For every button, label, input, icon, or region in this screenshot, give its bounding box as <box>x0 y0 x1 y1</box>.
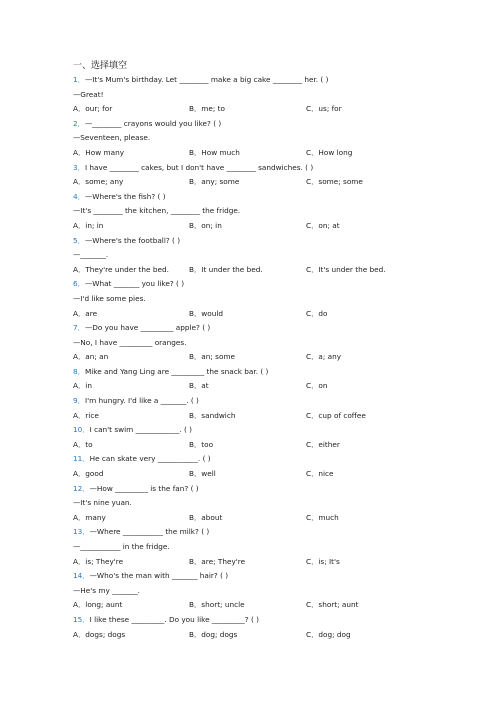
question-item <box>73 365 473 394</box>
option-a: A．many <box>73 512 106 522</box>
question-response-line: —___________ in the fridge. <box>73 542 170 551</box>
question-item <box>73 569 473 613</box>
question-response-line: —I'd like some pies. <box>73 293 146 303</box>
question-response-line: —He's my _______. <box>73 585 141 595</box>
option-a: A．are <box>73 308 98 318</box>
question-number: 3． <box>73 162 85 172</box>
question-number: 1． <box>73 75 85 84</box>
question-response-line: —_______. <box>73 250 109 260</box>
option-a: A．long; aunt <box>73 600 123 610</box>
question-text: Mike and Yang Ling are _________ the snack bar. ( ) <box>84 366 269 376</box>
option-c: C．cup of coffee <box>306 410 366 420</box>
question-item <box>73 190 473 234</box>
question-item <box>73 482 473 526</box>
question-item <box>73 452 473 481</box>
question-response-line: —No, I have _________ oranges. <box>73 337 187 347</box>
option-a: A．an; an <box>73 352 109 362</box>
answer-options <box>73 379 473 394</box>
answer-options <box>73 628 473 643</box>
option-c: C．nice <box>306 469 334 479</box>
question-response-line: —It's nine yuan. <box>73 498 132 508</box>
question-item <box>73 321 473 365</box>
option-b: B．are; They're <box>189 556 246 566</box>
question-number: 4． <box>73 191 85 201</box>
option-a: A．dogs; dogs <box>73 629 126 639</box>
question-number: 7． <box>73 323 85 333</box>
question-item <box>73 117 473 161</box>
option-a: A．to <box>73 439 93 449</box>
option-b: B．about <box>189 512 223 522</box>
question-number: 12． <box>73 483 90 493</box>
question-response-line: —Seventeen, please. <box>73 133 151 143</box>
answer-options <box>73 146 473 161</box>
question-stem <box>73 321 473 336</box>
question-number: 9． <box>73 396 85 406</box>
option-b: B．would <box>189 308 224 318</box>
question-text: —What _______ you like? ( ) <box>84 279 185 289</box>
question-text: He can skate very ___________. ( ) <box>89 454 211 464</box>
option-b: B．any; some <box>189 177 240 187</box>
option-c: C．either <box>306 439 340 449</box>
question-text: —Do you have _________ apple? ( ) <box>84 323 211 333</box>
option-b: B．dog; dogs <box>189 629 238 639</box>
option-b: B．well <box>189 469 216 479</box>
question-text: —How _________ is the fan? ( ) <box>89 483 199 493</box>
question-item <box>73 525 473 569</box>
question-stem <box>73 613 473 628</box>
question-stem <box>73 525 473 540</box>
option-a: A．our; for <box>73 104 113 114</box>
option-c: C．some; some <box>306 177 363 187</box>
question-number: 2． <box>73 118 85 128</box>
option-a: A．How many <box>73 147 125 157</box>
question-number: 13． <box>73 527 90 537</box>
option-a: A．in; in <box>73 220 104 230</box>
answer-options <box>73 219 473 234</box>
option-c: C．dog; dog <box>306 629 351 639</box>
question-stem <box>73 117 473 132</box>
answer-options <box>73 598 473 613</box>
option-c: C．us; for <box>306 104 342 114</box>
question-item <box>73 73 473 117</box>
question-stem <box>73 482 473 497</box>
option-c: C．How long <box>306 147 353 157</box>
answer-options <box>73 467 473 482</box>
answer-options <box>73 102 473 117</box>
question-number: 8． <box>73 366 85 376</box>
option-b: B．at <box>189 381 209 391</box>
question-stem <box>73 73 473 88</box>
option-a: A．in <box>73 381 92 391</box>
question-text: —Where's the fish? ( ) <box>84 191 166 201</box>
question-stem <box>73 161 473 176</box>
question-number: 11． <box>73 454 90 464</box>
question-response-line: —It's ________ the kitchen, ________ the fridge. <box>73 206 241 216</box>
option-b: B．on; in <box>189 220 222 230</box>
option-b: B．It under the bed. <box>189 264 263 274</box>
option-a: A．some; any <box>73 177 124 187</box>
question-stem <box>73 190 473 205</box>
question-text: —Who's the man with _______ hair? ( ) <box>89 571 229 581</box>
option-c: C．It's under the bed. <box>306 264 386 274</box>
section-title: 一、选择填空 <box>73 61 128 71</box>
answer-options <box>73 263 473 278</box>
question-text: —It's Mum's birthday. Let ________ make a big cake ________ her. ( ) <box>84 75 329 84</box>
option-a: A．is; They're <box>73 556 124 566</box>
question-item <box>73 394 473 423</box>
answer-options <box>73 175 473 190</box>
question-stem <box>73 452 473 467</box>
question-stem <box>73 277 473 292</box>
option-b: B．too <box>189 439 214 449</box>
question-number: 14． <box>73 571 90 581</box>
option-b: B．How much <box>189 147 240 157</box>
option-a: A．good <box>73 469 104 479</box>
question-item <box>73 161 473 190</box>
question-stem <box>73 569 473 584</box>
question-item <box>73 277 473 321</box>
answer-options <box>73 409 473 424</box>
option-c: C．short; aunt <box>306 600 359 610</box>
question-stem <box>73 423 473 438</box>
question-text: —Where ___________ the milk? ( ) <box>89 527 210 537</box>
question-number: 15． <box>73 614 90 624</box>
question-number: 10． <box>73 425 90 435</box>
answer-options <box>73 555 473 570</box>
option-c: C．do <box>306 308 328 318</box>
option-b: B．sandwich <box>189 410 236 420</box>
question-item <box>73 234 473 278</box>
question-list <box>73 73 473 642</box>
question-response-line: —Great! <box>73 89 104 99</box>
answer-options <box>73 350 473 365</box>
question-text: I like these _________. Do you like _________? ( ) <box>89 614 259 624</box>
question-stem <box>73 234 473 249</box>
answer-options <box>73 307 473 322</box>
answer-options <box>73 438 473 453</box>
option-c: C．on <box>306 381 328 391</box>
question-text: I can't swim ____________. ( ) <box>89 425 193 435</box>
option-b: B．short; uncle <box>189 600 245 610</box>
option-c: C．a; any <box>306 352 342 362</box>
option-b: B．an; some <box>189 352 236 362</box>
option-a: A．rice <box>73 410 99 420</box>
answer-options <box>73 511 473 526</box>
question-text: I'm hungry. I'd like a _______. ( ) <box>84 396 199 406</box>
question-stem <box>73 365 473 380</box>
question-text: —Where's the football? ( ) <box>84 235 181 245</box>
option-c: C．is; It's <box>306 556 340 566</box>
option-b: B．me; to <box>189 104 226 114</box>
question-number: 6． <box>73 279 85 289</box>
question-stem <box>73 394 473 409</box>
question-text: I have ________ cakes, but I don't have ________ sandwiches. ( ) <box>84 162 314 172</box>
option-a: A．They're under the bed. <box>73 264 169 274</box>
question-item <box>73 613 473 642</box>
option-c: C．much <box>306 512 339 522</box>
question-text: —________ crayons would you like? ( ) <box>84 118 222 128</box>
question-item <box>73 423 473 452</box>
option-c: C．on; at <box>306 220 340 230</box>
question-number: 5． <box>73 235 85 245</box>
